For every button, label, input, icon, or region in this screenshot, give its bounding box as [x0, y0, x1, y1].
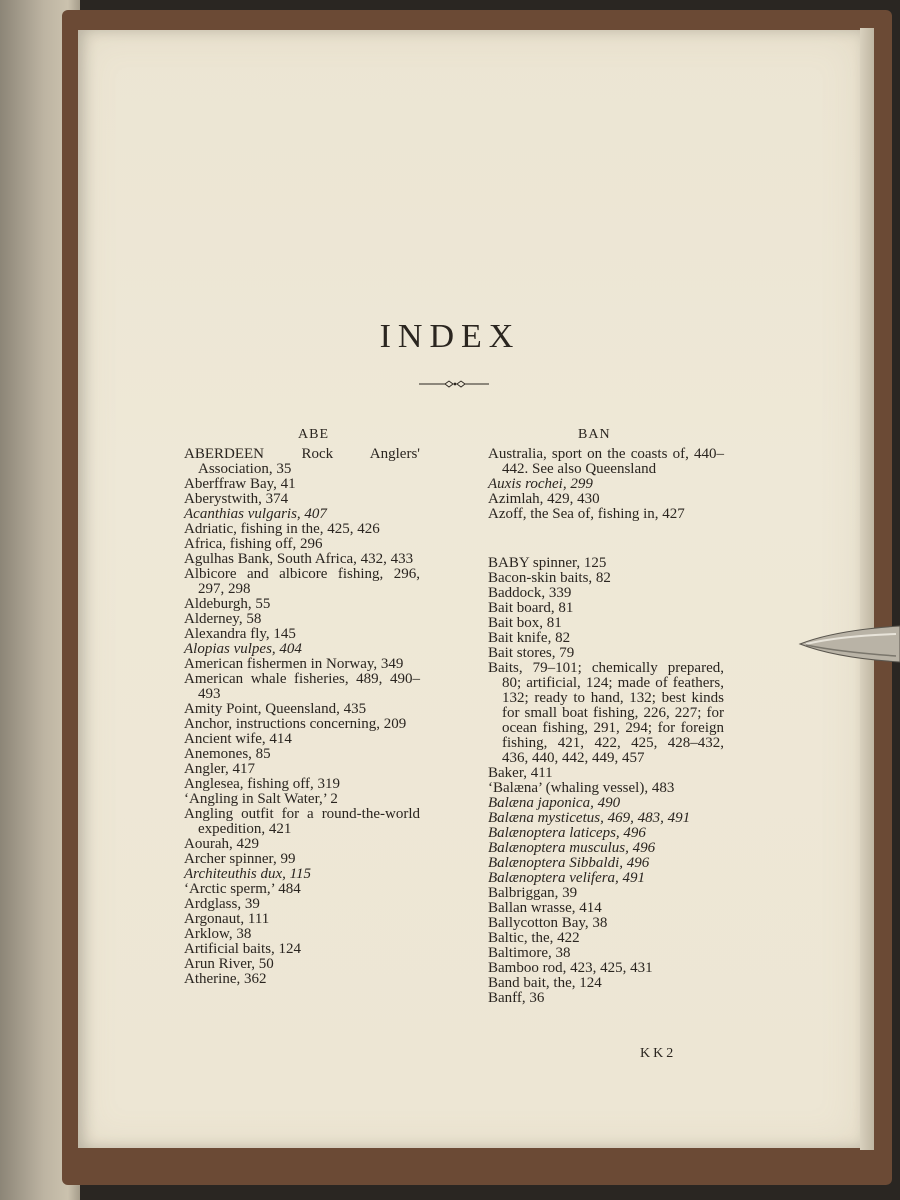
left-column-header: ABE — [298, 427, 329, 442]
index-entry: Baltimore, 38 — [488, 945, 571, 961]
index-entry: ‘Balæna’ (whaling vessel), 483 — [488, 780, 675, 796]
index-entry: Albicore and albicore fishing, 296, 297, 298 — [184, 566, 420, 597]
index-entry: Alderney, 58 — [184, 611, 262, 627]
index-entry: Adriatic, fishing in the, 425, 426 — [184, 521, 380, 537]
index-entry: Bacon-skin baits, 82 — [488, 570, 611, 586]
right-index-group-b — [488, 556, 724, 1006]
index-entry: Angler, 417 — [184, 761, 256, 777]
index-entry: Arun River, 50 — [184, 956, 274, 972]
index-entry: Architeuthis dux, 115 — [184, 866, 312, 882]
index-entry: Auxis rochei, 299 — [488, 476, 593, 492]
index-entry: Balæna japonica, 490 — [488, 795, 621, 811]
index-entry: Anemones, 85 — [184, 746, 271, 762]
index-entry: Balænoptera velifera, 491 — [488, 870, 646, 886]
index-entry: Angling outfit for a round-the-world expedition, 421 — [184, 806, 420, 837]
index-entry: Baker, 411 — [488, 765, 553, 781]
page-title: INDEX — [379, 318, 521, 355]
index-entry: ‘Angling in Salt Water,’ 2 — [184, 791, 338, 807]
index-entry: Alopias vulpes, 404 — [184, 641, 302, 657]
left-index-column — [184, 447, 420, 987]
index-entry: American whale fisheries, 489, 490–493 — [184, 671, 420, 702]
index-entry: Balænoptera musculus, 496 — [488, 840, 656, 856]
index-entry: Acanthias vulgaris, 407 — [184, 506, 327, 522]
index-entry: Bamboo rod, 423, 425, 431 — [488, 960, 653, 976]
index-entry: Aourah, 429 — [184, 836, 259, 852]
index-entry: Amity Point, Queensland, 435 — [184, 701, 367, 717]
index-entry: Arklow, 38 — [184, 926, 252, 942]
index-entry: Balænoptera Sibbaldi, 496 — [488, 855, 650, 871]
bookmark-clip — [796, 622, 900, 666]
index-entry: Balbriggan, 39 — [488, 885, 578, 901]
index-entry: BABY spinner, 125 — [488, 555, 607, 571]
index-entry: Bait board, 81 — [488, 600, 574, 616]
index-entry: Africa, fishing off, 296 — [184, 536, 323, 552]
index-entry: Bait stores, 79 — [488, 645, 575, 661]
index-entry: Aberffraw Bay, 41 — [184, 476, 296, 492]
index-entry: Ballan wrasse, 414 — [488, 900, 602, 916]
index-entry: Baltic, the, 422 — [488, 930, 580, 946]
index-entry: Alexandra fly, 145 — [184, 626, 296, 642]
index-entry: Australia, sport on the coasts of, 440–442. See also Queensland — [488, 446, 724, 477]
index-entry: Bait box, 81 — [488, 615, 562, 631]
index-entry: Aldeburgh, 55 — [184, 596, 271, 612]
section-gap — [488, 522, 724, 556]
index-entry: Anchor, instructions concerning, 209 — [184, 716, 407, 732]
right-index-group-a — [488, 447, 724, 522]
index-entry: Atherine, 362 — [184, 971, 267, 987]
page-block-edge — [860, 28, 874, 1150]
index-entry: Ardglass, 39 — [184, 896, 260, 912]
index-entry: Band bait, the, 124 — [488, 975, 602, 991]
index-entry: Agulhas Bank, South Africa, 432, 433 — [184, 551, 414, 567]
ornament-divider — [419, 377, 489, 391]
index-entry: Argonaut, 111 — [184, 911, 270, 927]
index-entry: ‘Arctic sperm,’ 484 — [184, 881, 301, 897]
index-entry: Ancient wife, 414 — [184, 731, 292, 747]
right-column-header: BAN — [578, 427, 611, 442]
right-index-column — [488, 447, 724, 1006]
index-entry: American fishermen in Norway, 349 — [184, 656, 404, 672]
index-entry: Bait knife, 82 — [488, 630, 571, 646]
index-entry: Artificial baits, 124 — [184, 941, 302, 957]
index-entry: Archer spinner, 99 — [184, 851, 296, 867]
index-entry: Ballycotton Bay, 38 — [488, 915, 608, 931]
index-entry: Baddock, 339 — [488, 585, 572, 601]
index-entry: Anglesea, fishing off, 319 — [184, 776, 340, 792]
signature-mark: KK2 — [640, 1046, 677, 1061]
index-entry: Baits, 79–101; chemically prepared, 80; artificial, 124; made of feathers, 132; ready to hand, 132; best kinds for small boat fishing, 226, 227; for ocean fishing, 291, 294; for foreign fishing, 421, 422, 425, 428–432, 436, 440, 442, 449, 457 — [488, 660, 724, 766]
index-entry: Banff, 36 — [488, 990, 545, 1006]
index-entry: Azimlah, 429, 430 — [488, 491, 600, 507]
index-entry: Azoff, the Sea of, fishing in, 427 — [488, 506, 685, 522]
index-entry: Balæna mysticetus, 469, 483, 491 — [488, 810, 691, 826]
index-entry: Aberystwith, 374 — [184, 491, 289, 507]
index-entry: Balænoptera laticeps, 496 — [488, 825, 646, 841]
index-entry: ABERDEEN Rock Anglers' Association, 35 — [184, 446, 420, 477]
